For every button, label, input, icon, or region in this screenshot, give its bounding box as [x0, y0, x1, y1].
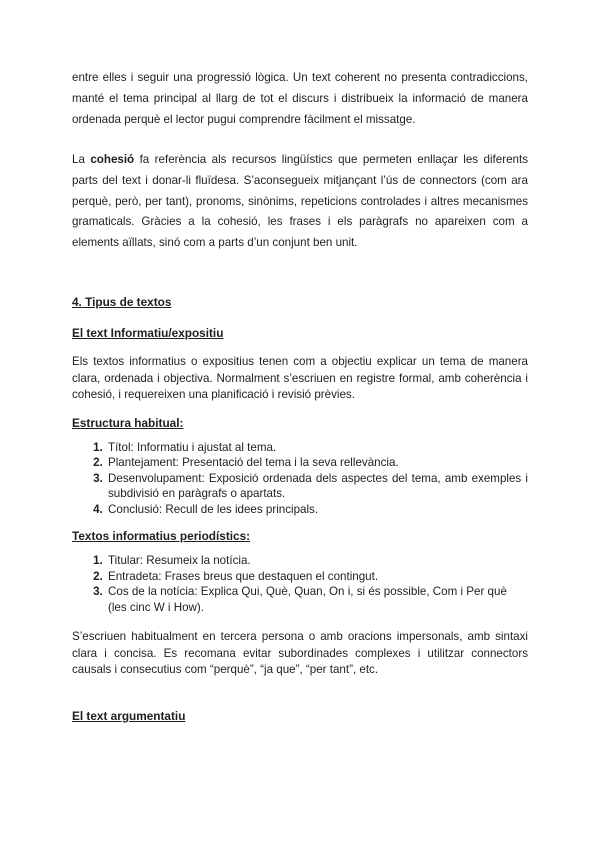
list-item: 2. Entradeta: Frases breus que destaquen el contingut. — [106, 569, 528, 585]
list-item: 4. Conclusió: Recull de les idees principals. — [106, 502, 528, 518]
structure-heading: Estructura habitual: — [72, 415, 184, 430]
cohesion-prefix: La — [72, 152, 91, 166]
paragraph-cohesion — [72, 150, 528, 255]
list-item: 1. Titular: Resumeix la notícia. — [106, 553, 528, 569]
structure-list — [72, 440, 528, 518]
informative-intro: Els textos informatius o expositius tenen com a objectiu explicar un tema de manera clara, ordenada i objectiva. Normalment s’escriuen en registre formal, amb coherència i cohesió, i requereixen una planificació i revisió prèvies. — [72, 355, 528, 402]
document-page — [72, 68, 528, 723]
list-item: 2. Plantejament: Presentació del tema i la seva rellevància. — [106, 455, 528, 471]
cohesion-rest: fa referència als recursos lingüístics que permeten enllaçar les diferents parts del text i donar-li fluïdesa. S’aconsegueix mitjançant l’ús de connectors (com ara perquè, però, per tant), pronoms, sinònims, repeticions controlades i altres mecanismes gramaticals. Gràcies a la cohesió, les frases i els paràgrafs no apareixen com a elements aïllats, sinó com a parts d’un conjunt ben unit. — [72, 152, 528, 250]
list-item: 3. Desenvolupament: Exposició ordenada dels aspectes del tema, amb exemples i subdivisió en paràgrafs o apartats. — [106, 471, 528, 502]
news-heading: Textos informatius periodístics: — [72, 529, 251, 544]
paragraph-coherence-end: entre elles i seguir una progressió lògica. Un text coherent no presenta contradiccions, manté el tema principal al llarg de tot el discurs i distribueix la informació de manera ordenada perquè el lector pugui comprendre fàcilment el missatge. — [72, 71, 528, 126]
informative-title: El text Informatiu/expositiu — [72, 326, 224, 341]
argumentative-title: El text argumentatiu — [72, 708, 186, 723]
news-list — [72, 553, 528, 615]
cohesion-term: cohesió — [90, 152, 135, 166]
list-item: 3. Cos de la notícia: Explica Qui, Què, Quan, On i, si és possible, Com i Per què (les cinc W i How). — [106, 584, 528, 615]
informative-closing: S’escriuen habitualment en tercera persona o amb oracions impersonals, amb sintaxi clara i concisa. Es recomana evitar subordinades complexes i utilitzar connectors causals i consecutius com “perquè”, “ja que”, “per tant”, etc. — [72, 630, 528, 677]
list-item: 1. Títol: Informatiu i ajustat al tema. — [106, 440, 528, 456]
section-heading: 4. Tipus de textos — [72, 295, 172, 310]
